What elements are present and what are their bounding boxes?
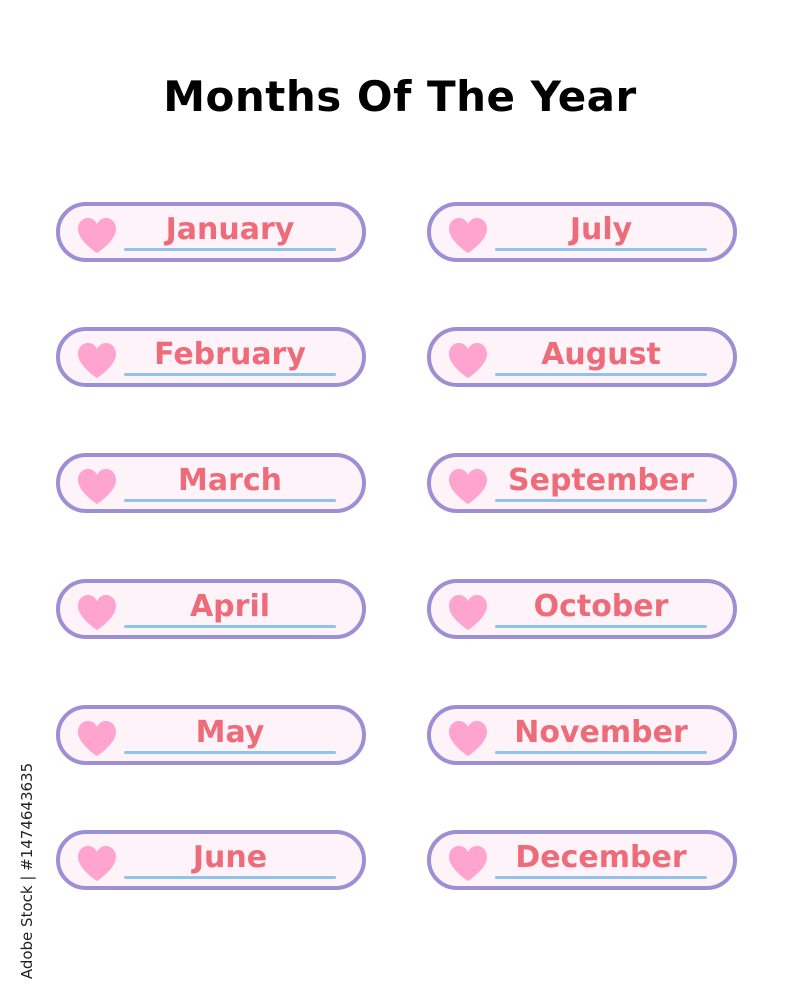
month-label: April <box>189 589 271 624</box>
heart-icon <box>447 217 489 255</box>
heart-icon <box>447 720 489 758</box>
stock-watermark <box>14 750 36 1000</box>
heart-icon <box>76 217 118 255</box>
month-label: October <box>533 589 669 624</box>
month-pill-september <box>427 453 737 513</box>
page-title: Months Of The Year <box>163 72 637 121</box>
month-pill-november <box>427 705 737 765</box>
heart-icon <box>76 342 118 380</box>
heart-icon <box>76 468 118 506</box>
month-pill-december <box>427 830 737 890</box>
month-pill-april <box>56 579 366 639</box>
heart-icon <box>447 594 489 632</box>
month-pill-march <box>56 453 366 513</box>
month-pill-october <box>427 579 737 639</box>
month-label: March <box>177 463 283 498</box>
month-pill-july <box>427 202 737 262</box>
month-label: January <box>165 212 295 247</box>
month-label: December <box>515 840 687 875</box>
heart-icon <box>76 720 118 758</box>
watermark-text: Adobe Stock | #1474643635 <box>18 762 36 980</box>
heart-icon <box>76 845 118 883</box>
heart-icon <box>76 594 118 632</box>
month-pill-june <box>56 830 366 890</box>
month-label: February <box>154 337 306 372</box>
heart-icon <box>447 468 489 506</box>
heart-icon <box>447 845 489 883</box>
month-pill-august <box>427 327 737 387</box>
month-pill-february <box>56 327 366 387</box>
heart-icon <box>447 342 489 380</box>
month-label: September <box>508 463 694 498</box>
month-pill-january <box>56 202 366 262</box>
month-label: June <box>192 840 268 875</box>
month-label: August <box>541 337 661 372</box>
month-label: May <box>195 715 265 750</box>
month-pill-may <box>56 705 366 765</box>
month-label: November <box>514 715 688 750</box>
month-label: July <box>569 212 633 247</box>
